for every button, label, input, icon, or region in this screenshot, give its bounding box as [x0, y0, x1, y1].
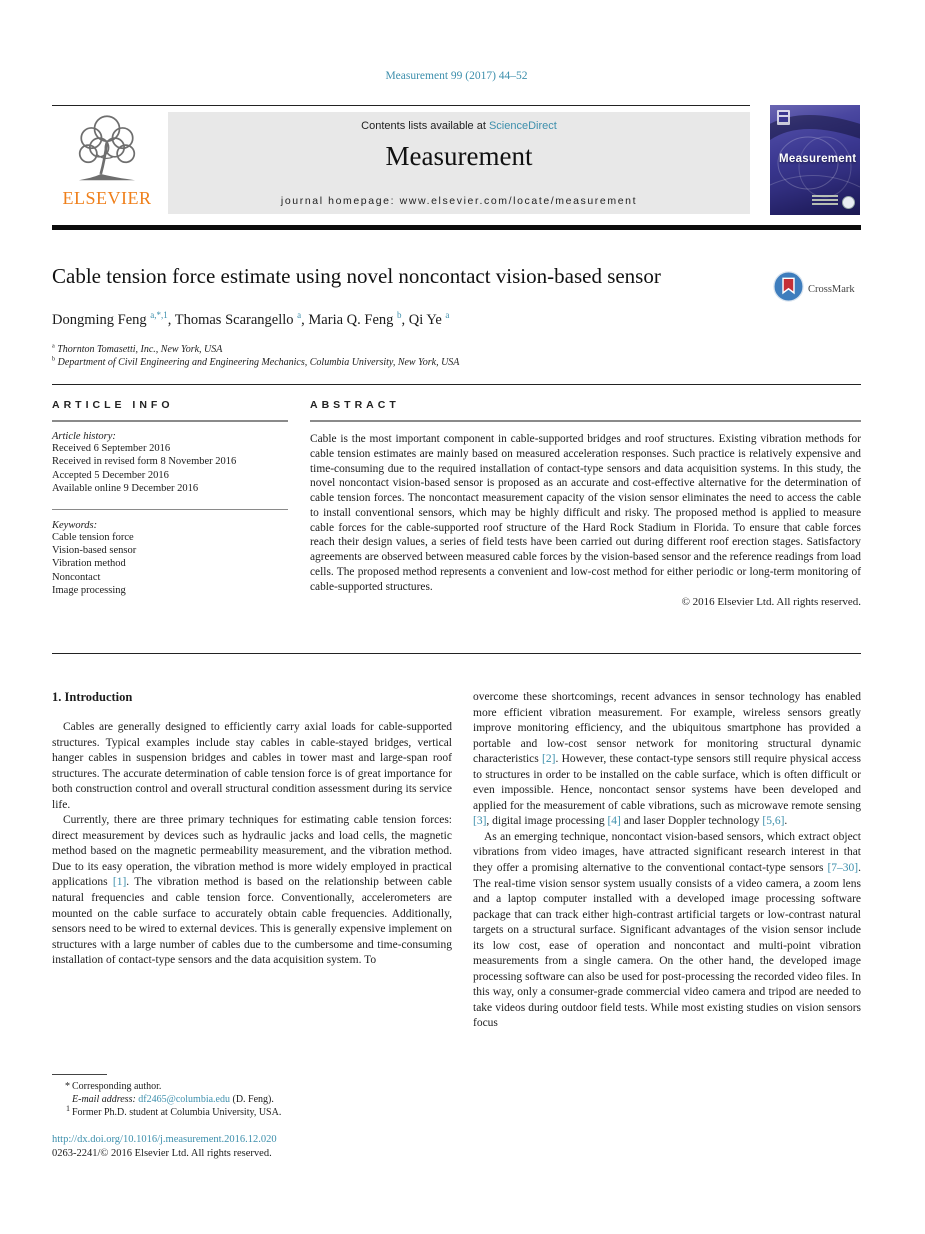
- author-sup[interactable]: a,*,1: [150, 310, 168, 321]
- email-link[interactable]: df2465@columbia.edu: [138, 1094, 230, 1105]
- citation-link[interactable]: [3]: [473, 815, 487, 828]
- email-suffix: (D. Feng).: [230, 1094, 274, 1105]
- journal-title: Measurement: [385, 141, 533, 171]
- authors-line: [52, 312, 812, 329]
- elsevier-logo: [54, 108, 160, 214]
- author-name: , Maria Q. Feng: [301, 312, 394, 328]
- citation-link[interactable]: [7–30]: [827, 862, 859, 875]
- affiliation-text: Department of Civil Engineering and Engineering Mechanics, Columbia University, New York, USA: [57, 357, 460, 368]
- issn-copyright-line: 0263-2241/© 2016 Elsevier Ltd. All rights reserved.: [52, 1147, 272, 1159]
- author-sup[interactable]: a: [297, 310, 302, 321]
- citation-link[interactable]: [5,6]: [762, 815, 785, 828]
- history-item: Received 6 September 2016: [52, 443, 171, 454]
- keyword-item: Vision-based sensor: [52, 545, 137, 557]
- article-info-rule: [52, 420, 288, 422]
- article-info-column: [52, 399, 288, 598]
- text-segment: . However, these contact-type sensors still require physical access to structures in order to be installed on the cable surface, which is often difficult or even impossible. Hence, noncontact sensor systems have been developed and applied for the measurement of cable vibrations, such as microwave remote sensing: [473, 753, 861, 812]
- text-segment: and laser Doppler technology: [620, 815, 763, 828]
- doi-block: [52, 1133, 452, 1160]
- journal-reference: Measurement 99 (2017) 44–52: [385, 70, 528, 82]
- footnote-text: Former Ph.D. student at Columbia University, USA.: [72, 1107, 282, 1118]
- abstract-section-divider: [52, 653, 861, 654]
- history-item: Accepted 5 December 2016: [52, 469, 169, 481]
- elsevier-wordmark: ELSEVIER: [62, 188, 152, 208]
- affiliation-b: [52, 356, 812, 369]
- section-heading-introduction: 1. Introduction: [52, 690, 133, 704]
- elsevier-tree-icon: [54, 108, 160, 190]
- crossmark-label: CrossMark: [808, 283, 855, 295]
- author-name: , Qi Ye: [401, 312, 442, 328]
- affiliation-sup: b: [52, 355, 56, 363]
- history-item: Available online 9 December 2016: [52, 483, 199, 495]
- email-label: E-mail address:: [72, 1094, 136, 1105]
- abstract-column: [310, 399, 861, 608]
- author-name: Dongming Feng: [52, 312, 147, 328]
- cover-society-seal: [842, 196, 855, 209]
- history-item: Received in revised form 8 November 2016: [52, 456, 237, 468]
- abstract-copyright: © 2016 Elsevier Ltd. All rights reserved.: [681, 596, 861, 609]
- body-right-column: [473, 690, 861, 1032]
- footnote-marker: *: [65, 1081, 70, 1092]
- sciencedirect-link[interactable]: ScienceDirect: [488, 120, 557, 132]
- abstract-heading: ABSTRACT: [310, 399, 400, 411]
- email-note: [52, 1093, 452, 1106]
- text-segment: , digital image processing: [486, 815, 608, 828]
- text-segment: As an emerging technique, noncontact vision-based sensors, which extract object vibrations from video images, have attracted significant research interest in that they offer a promising alternative to the conventional contact-type sensors: [473, 830, 861, 875]
- paragraph: [473, 690, 861, 830]
- affiliation-text: Thornton Tomasetti, Inc., New York, USA: [57, 344, 223, 355]
- keyword-item: Image processing: [52, 585, 126, 597]
- footnotes: [52, 1074, 452, 1119]
- former-student-note: $^1$ Former Ph.D. student at Columbia University, USA.: [66, 1103, 282, 1118]
- doi-link[interactable]: http://dx.doi.org/10.1016/j.measurement.2016.12.020: [52, 1134, 277, 1145]
- abstract-rule: [310, 420, 861, 422]
- crossmark-badge[interactable]: [773, 271, 865, 307]
- header-thick-rule: [52, 225, 861, 230]
- keyword-item: Cable tension force: [52, 531, 134, 543]
- title-section-divider: [52, 384, 861, 385]
- contents-line: [168, 120, 750, 132]
- info-mid-rule: [52, 509, 288, 510]
- crossmark-icon: [773, 271, 804, 307]
- keywords-label: Keywords:: [52, 519, 98, 531]
- cover-title: Measurement: [779, 153, 857, 165]
- footnote-rule: [52, 1074, 107, 1075]
- author-sup[interactable]: b: [397, 310, 402, 321]
- article-info-heading: ARTICLE INFO: [52, 399, 174, 411]
- affiliation-sup: a: [52, 342, 55, 350]
- history-label: Article history:: [52, 431, 116, 442]
- cover-publisher-lines: [812, 195, 838, 207]
- header-divider: [52, 105, 750, 106]
- text-segment: Cables are generally designed to efficiently carry axial loads for cable-supported structures. Typical examples include stay cables in cable-stayed bridges, vertical hanger cables in suspension bridges and cables in tower mast and large-span roof structures. The accurate determination of cable tension force is of great importance for both construction control and overall structural condition assessment during its service life.: [52, 721, 452, 811]
- journal-homepage-link[interactable]: journal homepage: www.elsevier.com/locate/measurement: [280, 195, 638, 207]
- text-segment: Currently, there are three primary techniques for estimating cable tension forces: direct measurement by devices such as hydraulic jacks and load cells, the magnetic method based on the magnetic permeability measurement, and the vibration method. Due to its easy operation, the vibration method is more widely employed in practical applications: [52, 814, 452, 889]
- contents-prefix: Contents lists available at: [361, 120, 489, 132]
- text-segment: overcome these shortcomings, recent advances in sensor technology has enabled more efficient vibration measurement. For example, wireless sensors greatly improve monitoring efficiency, and the ubiquitous smartphone has provided a portable and low-cost sensor network for monitoring structural dynamic characteristics: [473, 691, 861, 766]
- cover-imeko-logo: [777, 110, 790, 125]
- author-name: , Thomas Scarangello: [167, 312, 294, 328]
- paragraph: [52, 720, 452, 813]
- corresponding-author-note: [52, 1080, 452, 1093]
- text-segment: . The vibration method is based on the relationship between cable natural frequencies and cable tension force. Conventionally, accelerometers are mounted on the cable surface to accurately obtain cable frequencies. Additionally, sensors need to be wired to external devices. This is generally expensive implement on structures with a large number of cables due to the cumbersome and time-consuming installation of contact-type sensors and the data acquisition system. To: [52, 876, 452, 967]
- abstract-text: Cable is the most important component in cable-supported bridges and roof structures. Existing vibration methods for cable tension estimates are mainly based on measured acceleration responses. Such practice is relatively expensive and time-consuming due to the required installation of contact-type sensors and data acquisition systems. In this study, the novel noncontact vision-based sensor is proposed as an accurate and cost-effective alternative for the determination of cable tension forces. The noncontact measurement capacity of the vision sensor eliminates the need to access the cable to install conventional sensors, which may be highly difficult and risky. The proposed method is applied to measure cable forces for the cable-supported roof structure of the Hard Rock Stadium in Florida. To ensure that cable forces reach their design values, a series of field tests have been carried out during different roof erection stages. Satisfactory agreements are observed between measured cable forces by the vision-based sensor and the reference readings from load cells. The proposed method represents a convenient and low-cost method for either periodic or long-term monitoring of cable-supported structures.: [310, 433, 861, 593]
- citation-link[interactable]: [2]: [542, 753, 556, 766]
- affiliation-a: [52, 343, 812, 356]
- journal-cover-thumbnail: [770, 105, 860, 215]
- footnote-text: Corresponding author.: [72, 1081, 162, 1092]
- paragraph: [52, 813, 452, 968]
- citation-link[interactable]: [4]: [607, 815, 621, 828]
- journal-banner: [168, 112, 750, 214]
- keyword-item: Noncontact: [52, 571, 101, 583]
- paragraph: [473, 830, 861, 1032]
- article-title: Cable tension force estimate using novel noncontact vision-based sensor: [52, 264, 661, 288]
- text-segment: . The real-time vision sensor system usually consists of a video camera, a zoom lens and a laptop computer installed with a developed image processing software package that can track either high-contrast artificial targets or low-contrast natural targets on a structural surface. Significant advantages of the vision sensor include its low cost, ease of operation and noncontact and multi-point vibration measurements from a single camera. On the other hand, the developed image processing software can also be used for post-processing the recorded video files. In this way, only a consumer-grade commercial video camera and tripod are needed to take videos during outdoor field tests. While most existing studies on vision sensors focus: [473, 862, 861, 1030]
- author-sup[interactable]: a: [445, 310, 450, 321]
- body-left-column: [52, 690, 452, 969]
- text-segment: .: [784, 815, 788, 828]
- affiliations: [52, 343, 812, 369]
- citation-link[interactable]: [1]: [112, 876, 127, 889]
- keyword-item: Vibration method: [52, 558, 126, 570]
